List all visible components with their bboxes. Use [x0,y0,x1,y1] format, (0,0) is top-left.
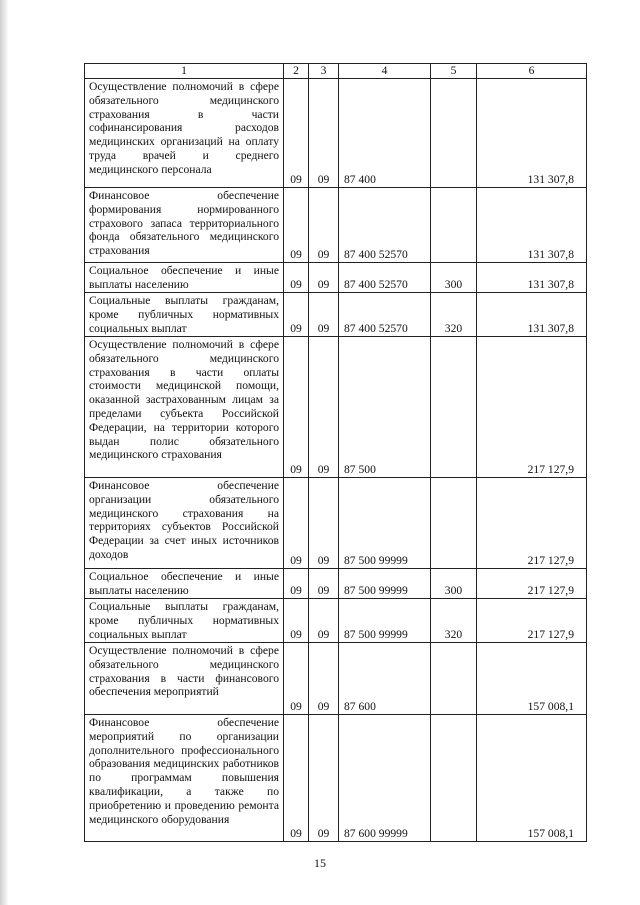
row-target-article: 87 600 [339,643,431,715]
row-name: Социальные выплаты гражданам, кроме публичных нормативных социальных выплат [85,599,284,643]
table-row [85,643,587,715]
row-target-article: 87 400 52570 [339,263,431,293]
column-header: 5 [431,64,477,79]
row-subsection: 09 [309,599,339,643]
row-subsection: 09 [309,478,339,569]
row-section: 09 [284,263,309,293]
row-expense-type [431,337,477,478]
budget-table [84,63,587,842]
row-subsection: 09 [309,643,339,715]
table-row [85,263,587,293]
table-row [85,188,587,263]
row-section: 09 [284,337,309,478]
row-subsection: 09 [309,79,339,188]
row-expense-type [431,643,477,715]
row-target-article: 87 600 99999 [339,715,431,842]
row-section: 09 [284,599,309,643]
table-row [85,293,587,337]
row-amount: 131 307,8 [477,263,587,293]
row-expense-type: 320 [431,599,477,643]
row-name: Финансовое обеспечение мероприятий по организации дополнительного профессионального образования медицинских работников по программам повышения квалификации, а также по приобретению и проведению ремонта медицинского оборудования [85,715,284,842]
row-amount: 131 307,8 [477,293,587,337]
table-header-row [85,64,587,79]
row-amount: 131 307,8 [477,79,587,188]
row-target-article: 87 400 52570 [339,188,431,263]
row-subsection: 09 [309,188,339,263]
row-section: 09 [284,293,309,337]
table-row [85,599,587,643]
row-subsection: 09 [309,569,339,599]
row-subsection: 09 [309,293,339,337]
row-name: Социальное обеспечение и иные выплаты населению [85,263,284,293]
row-amount: 217 127,9 [477,599,587,643]
table-row [85,569,587,599]
column-header: 1 [85,64,284,79]
row-section: 09 [284,715,309,842]
row-name: Социальное обеспечение и иные выплаты населению [85,569,284,599]
table-row [85,79,587,188]
row-amount: 217 127,9 [477,569,587,599]
row-subsection: 09 [309,337,339,478]
row-target-article: 87 500 [339,337,431,478]
row-expense-type: 300 [431,569,477,599]
row-target-article: 87 500 99999 [339,569,431,599]
row-section: 09 [284,643,309,715]
row-subsection: 09 [309,263,339,293]
row-name: Осуществление полномочий в сфере обязательного медицинского страхования в части финансового обеспечения мероприятий [85,643,284,715]
table-row [85,478,587,569]
row-amount: 217 127,9 [477,337,587,478]
row-section: 09 [284,478,309,569]
row-name: Осуществление полномочий в сфере обязательного медицинского страхования в части софинансирования расходов медицинских организаций на оплату труда врачей и среднего медицинского персонала [85,79,284,188]
page-number: 15 [314,856,326,870]
column-header: 2 [284,64,309,79]
scan-page-edge [0,0,8,905]
row-expense-type [431,715,477,842]
row-name: Финансовое обеспечение организации обязательного медицинского страхования на территориях субъектов Российской Федерации за счет иных источников доходов [85,478,284,569]
row-section: 09 [284,188,309,263]
row-subsection: 09 [309,715,339,842]
row-name: Осуществление полномочий в сфере обязательного медицинского страхования в части оплаты стоимости медицинской помощи, оказанной застрахованным лицам за пределами субъекта Российской Федерации, на территории которого выдан полис обязательного медицинского страхования [85,337,284,478]
column-header: 3 [309,64,339,79]
row-amount: 157 008,1 [477,715,587,842]
row-expense-type [431,478,477,569]
row-amount: 217 127,9 [477,478,587,569]
row-section: 09 [284,569,309,599]
row-amount: 131 307,8 [477,188,587,263]
row-target-article: 87 400 52570 [339,293,431,337]
table-row [85,715,587,842]
row-section: 09 [284,79,309,188]
row-name: Финансовое обеспечение формирования нормированного страхового запаса территориального фонда обязательного медицинского страхования [85,188,284,263]
column-header: 4 [339,64,431,79]
column-header: 6 [477,64,587,79]
row-amount: 157 008,1 [477,643,587,715]
row-expense-type [431,79,477,188]
table-row [85,337,587,478]
row-target-article: 87 400 [339,79,431,188]
row-target-article: 87 500 99999 [339,599,431,643]
row-expense-type: 320 [431,293,477,337]
row-expense-type: 300 [431,263,477,293]
row-expense-type [431,188,477,263]
row-target-article: 87 500 99999 [339,478,431,569]
row-name: Социальные выплаты гражданам, кроме публичных нормативных социальных выплат [85,293,284,337]
